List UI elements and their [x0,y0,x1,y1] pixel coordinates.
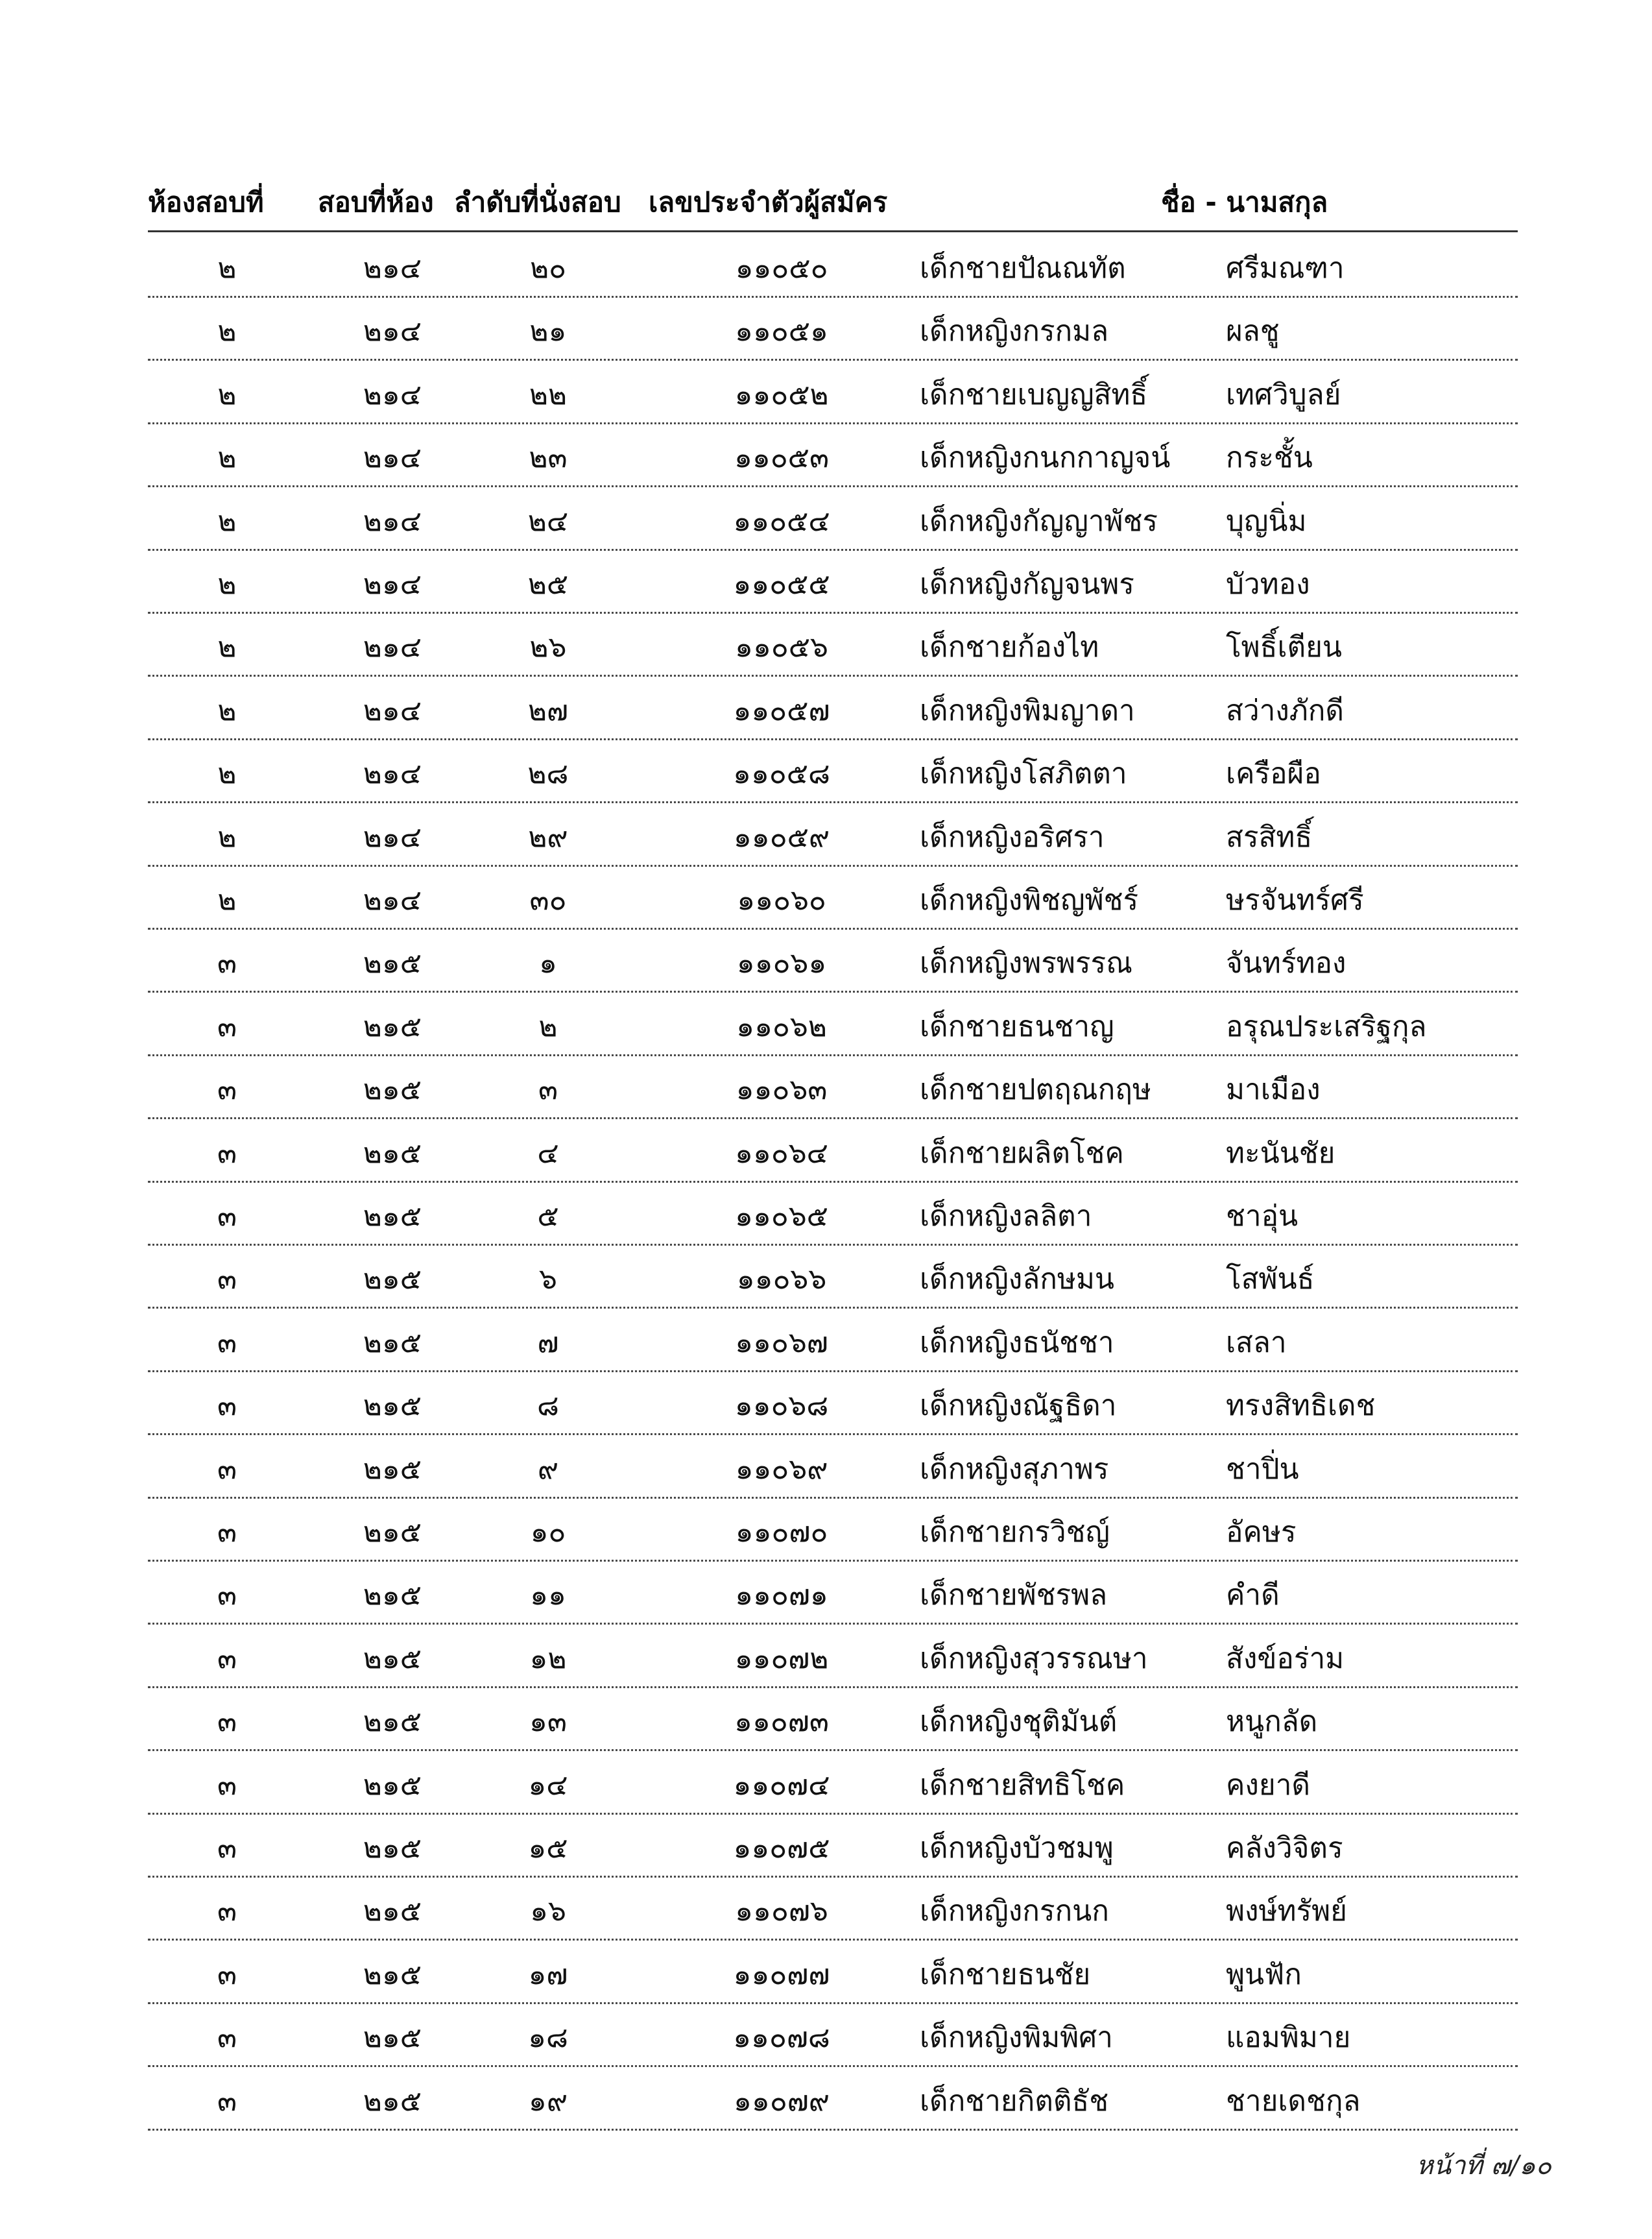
cell-applicant-id: ๑๑๐๗๘ [733,2021,830,2054]
cell-exam-room: ๒๑๕ [363,1073,422,1106]
cell-first-name: เด็กหญิงสุวรรณษา [920,1642,1148,1675]
page-number: หน้าที่ ๗/๑๐ [1416,2151,1551,2181]
cell-seat-number: ๘ [537,1389,559,1422]
cell-seat-number: ๒๐ [530,252,566,285]
cell-surname: คลังวิจิตร [1226,1832,1343,1865]
cell-first-name: เด็กหญิงพิมพิศา [920,2021,1113,2054]
row-dotted-line [148,359,1518,361]
cell-room: ๒ [217,821,237,854]
row-dotted-line [148,991,1518,993]
row-dotted-line [148,1307,1518,1309]
cell-room: ๓ [217,2021,237,2054]
cell-surname: สว่างภักดี [1226,694,1344,727]
cell-first-name: เด็กชายธนชัย [920,1958,1091,1991]
table-row [0,361,1652,424]
cell-first-name: เด็กหญิงกรกนก [920,1894,1109,1928]
cell-seat-number: ๒๗ [527,694,569,727]
cell-applicant-id: ๑๑๐๗๓ [734,1705,829,1738]
cell-applicant-id: ๑๑๐๕๔ [733,505,830,538]
cell-surname: เสลา [1226,1326,1287,1359]
cell-room: ๓ [217,1137,237,1170]
cell-room: ๓ [217,1579,237,1612]
cell-exam-room: ๒๑๔ [363,821,422,854]
cell-room: ๓ [217,1894,237,1928]
cell-first-name: เด็กหญิงบัวชมพู [920,1832,1114,1865]
table-row [0,993,1652,1056]
cell-room: ๓ [217,2085,237,2118]
cell-surname: ษรจันทร์ศรี [1226,884,1364,917]
cell-first-name: เด็กชายธนชาญ [920,1010,1114,1043]
table-row [0,424,1652,487]
cell-first-name: เด็กหญิงชุติมันต์ [920,1705,1118,1738]
cell-applicant-id: ๑๑๐๕๐ [735,252,828,285]
header-exam-room: สอบที่ห้อง [318,186,434,218]
cell-room: ๓ [217,1010,237,1043]
table-row [0,930,1652,993]
table-row [0,1183,1652,1246]
cell-exam-room: ๒๑๕ [363,1263,422,1296]
cell-surname: ชาปิ่น [1226,1453,1299,1486]
cell-room: ๓ [217,1832,237,1865]
cell-first-name: เด็กชายกิตติธัช [920,2085,1109,2118]
cell-seat-number: ๑๓ [529,1705,567,1738]
cell-applicant-id: ๑๑๐๖๓ [736,1073,828,1106]
cell-first-name: เด็กชายพัชรพล [920,1579,1108,1612]
cell-seat-number: ๔ [537,1137,559,1170]
cell-room: ๓ [217,1200,237,1233]
cell-first-name: เด็กหญิงธนัชชา [920,1326,1114,1359]
cell-room: ๓ [217,1326,237,1359]
table-row [0,1372,1652,1435]
cell-first-name: เด็กหญิงลักษมน [920,1263,1114,1296]
cell-seat-number: ๒๒ [529,378,567,411]
cell-seat-number: ๑๙ [528,2085,568,2118]
cell-room: ๒ [217,378,237,411]
cell-applicant-id: ๑๑๐๗๕ [733,1832,830,1865]
row-dotted-line [148,1117,1518,1119]
cell-applicant-id: ๑๑๐๕๗ [733,694,830,727]
cell-applicant-id: ๑๑๐๖๖ [736,1263,827,1296]
cell-exam-room: ๒๑๔ [363,757,422,790]
cell-exam-room: ๒๑๔ [363,441,422,474]
cell-applicant-id: ๑๑๐๖๐ [737,884,826,917]
cell-room: ๓ [217,1516,237,1549]
cell-room: ๓ [217,1073,237,1106]
cell-first-name: เด็กหญิงกนกกาญจน์ [920,441,1171,474]
row-dotted-line [148,1623,1518,1625]
cell-seat-number: ๒๘ [527,757,569,790]
cell-room: ๓ [217,1453,237,1486]
cell-seat-number: ๒๙ [528,821,568,854]
cell-surname: เครือผือ [1226,757,1321,790]
cell-first-name: เด็กหญิงโสภิตตา [920,757,1127,790]
table-row [0,298,1652,361]
table-row [0,1499,1652,1562]
cell-first-name: เด็กชายสิทธิโชค [920,1769,1125,1802]
cell-applicant-id: ๑๑๐๕๖ [735,631,828,664]
cell-exam-room: ๒๑๔ [363,378,422,411]
cell-exam-room: ๒๑๕ [363,2085,422,2118]
cell-exam-room: ๒๑๕ [363,1642,422,1675]
table-row [0,1815,1652,1878]
cell-applicant-id: ๑๑๐๖๕ [735,1200,828,1233]
cell-surname: คงยาดี [1226,1769,1310,1802]
cell-room: ๓ [217,1389,237,1422]
table-row [0,1562,1652,1625]
cell-first-name: เด็กชายกรวิชญ์ [920,1516,1110,1549]
cell-exam-room: ๒๑๕ [363,1137,422,1170]
cell-surname: อัคษร [1226,1516,1297,1549]
cell-surname: อรุณประเสริฐกุล [1226,1010,1427,1043]
table-row [0,1246,1652,1309]
cell-applicant-id: ๑๑๐๕๓ [734,441,830,474]
table-row [0,740,1652,803]
cell-first-name: เด็กชายก้องไท [920,631,1099,664]
cell-applicant-id: ๑๑๐๗๒ [734,1642,829,1675]
header-fullname: ชื่อ - นามสกุล [1161,186,1328,218]
cell-exam-room: ๒๑๕ [363,1010,422,1043]
cell-seat-number: ๑๔ [528,1769,568,1802]
cell-seat-number: ๙ [537,1453,559,1486]
cell-seat-number: ๒ [538,1010,558,1043]
cell-applicant-id: ๑๑๐๕๘ [733,757,830,790]
row-dotted-line [148,675,1518,677]
row-dotted-line [148,1939,1518,1941]
cell-surname: พงษ์ทรัพย์ [1226,1894,1347,1928]
cell-first-name: เด็กหญิงกัญจนพร [920,568,1134,601]
cell-seat-number: ๒๓ [529,441,568,474]
cell-room: ๓ [217,1705,237,1738]
cell-exam-room: ๒๑๕ [363,1453,422,1486]
cell-exam-room: ๒๑๕ [363,1894,422,1928]
cell-surname: แอมพิมาย [1226,2021,1351,2054]
cell-applicant-id: ๑๑๐๖๘ [734,1389,829,1422]
cell-first-name: เด็กหญิงพิชญพัชร์ [920,884,1139,917]
cell-seat-number: ๕ [537,1200,559,1233]
cell-applicant-id: ๑๑๐๖๔ [735,1137,828,1170]
cell-first-name: เด็กหญิงพิมญาดา [920,694,1135,727]
cell-room: ๓ [217,1642,237,1675]
cell-exam-room: ๒๑๕ [363,1958,422,1991]
cell-exam-room: ๒๑๕ [363,1326,422,1359]
cell-room: ๒ [217,694,237,727]
header-seat-number: ลำดับที่นั่งสอบ [454,186,621,218]
cell-first-name: เด็กหญิงพรพรรณ [920,947,1132,980]
table-row [0,235,1652,298]
header-underline [148,230,1518,232]
cell-exam-room: ๒๑๕ [363,2021,422,2054]
cell-first-name: เด็กหญิงอริศรา [920,821,1105,854]
cell-seat-number: ๑๖ [530,1894,566,1928]
cell-seat-number: ๑๕ [528,1832,568,1865]
cell-room: ๓ [217,1958,237,1991]
cell-exam-room: ๒๑๔ [363,568,422,601]
cell-applicant-id: ๑๑๐๖๒ [736,1010,827,1043]
cell-applicant-id: ๑๑๐๕๑ [735,315,828,348]
table-row [0,1056,1652,1119]
cell-room: ๒ [217,505,237,538]
table-row [0,1120,1652,1183]
cell-surname: บุญนิ่ม [1226,505,1307,538]
cell-surname: ศรีมณฑา [1226,252,1345,285]
cell-seat-number: ๓๐ [529,884,567,917]
cell-surname: สังข์อร่าม [1226,1642,1345,1675]
table-row [0,551,1652,614]
cell-seat-number: ๒๑ [529,315,567,348]
cell-applicant-id: ๑๑๐๕๕ [733,568,830,601]
cell-seat-number: ๒๖ [529,631,567,664]
cell-first-name: เด็กหญิงสุภาพร [920,1453,1109,1486]
table-row [0,1309,1652,1372]
cell-room: ๒ [217,631,237,664]
cell-room: ๒ [217,757,237,790]
cell-exam-room: ๒๑๕ [363,947,422,980]
cell-room: ๒ [217,568,237,601]
cell-exam-room: ๒๑๕ [363,1579,422,1612]
cell-exam-room: ๒๑๕ [363,1705,422,1738]
cell-surname: กระชั้น [1226,441,1313,474]
cell-applicant-id: ๑๑๐๗๖ [735,1894,828,1928]
cell-exam-room: ๒๑๕ [363,1389,422,1422]
table-row [0,488,1652,551]
header-applicant-id: เลขประจำตัวผู้สมัคร [649,186,888,218]
cell-surname: เทศวิบูลย์ [1226,378,1341,411]
cell-seat-number: ๑๐ [530,1516,566,1549]
cell-applicant-id: ๑๑๐๕๒ [734,378,829,411]
row-dotted-line [148,1433,1518,1435]
cell-exam-room: ๒๑๔ [363,315,422,348]
cell-applicant-id: ๑๑๐๗๐ [735,1516,828,1549]
cell-room: ๒ [217,884,237,917]
cell-room: ๒ [217,441,237,474]
cell-first-name: เด็กชายเบญญสิทธิ์ [920,378,1148,411]
cell-exam-room: ๒๑๔ [363,631,422,664]
cell-exam-room: ๒๑๕ [363,1200,422,1233]
cell-exam-room: ๒๑๕ [363,1516,422,1549]
cell-first-name: เด็กชายผลิตโชค [920,1137,1124,1170]
cell-exam-room: ๒๑๔ [363,694,422,727]
cell-applicant-id: ๑๑๐๗๙ [733,2085,830,2118]
cell-surname: ผลชู [1226,315,1280,348]
table-row [0,867,1652,930]
row-dotted-line [148,801,1518,803]
cell-exam-room: ๒๑๔ [363,252,422,285]
cell-surname: ชาอุ่น [1226,1200,1299,1233]
table-row [0,614,1652,677]
table-row [0,1941,1652,2004]
cell-applicant-id: ๑๑๐๖๗ [735,1326,828,1359]
table-row [0,677,1652,740]
cell-first-name: เด็กหญิงกัญญาพัชร [920,505,1158,538]
cell-applicant-id: ๑๑๐๖๙ [735,1453,828,1486]
cell-seat-number: ๒๔ [527,505,569,538]
cell-first-name: เด็กชายปัณณทัต [920,252,1126,285]
cell-exam-room: ๒๑๔ [363,884,422,917]
table-row [0,2004,1652,2067]
cell-first-name: เด็กหญิงกรกมล [920,315,1109,348]
row-dotted-line [148,485,1518,487]
cell-seat-number: ๑๗ [528,1958,568,1991]
table-row [0,2068,1652,2131]
table-row [0,1752,1652,1815]
cell-surname: หนูกลัด [1226,1705,1318,1738]
cell-room: ๓ [217,947,237,980]
cell-seat-number: ๑๑ [530,1579,566,1612]
cell-room: ๒ [217,315,237,348]
cell-exam-room: ๒๑๕ [363,1832,422,1865]
table-row [0,1625,1652,1688]
cell-surname: โสพันธ์ [1226,1263,1315,1296]
cell-applicant-id: ๑๑๐๖๑ [736,947,827,980]
table-row [0,804,1652,867]
table-row [0,1688,1652,1751]
row-dotted-line [148,1749,1518,1751]
cell-surname: สรสิทธิ์ [1226,821,1313,854]
cell-exam-room: ๒๑๔ [363,505,422,538]
cell-surname: ชายเดชกุล [1226,2085,1361,2118]
cell-surname: ทรงสิทธิเดช [1226,1389,1376,1422]
cell-surname: มาเมือง [1226,1073,1321,1106]
cell-seat-number: ๑๘ [528,2021,568,2054]
cell-first-name: เด็กหญิงณัฐธิดา [920,1389,1117,1422]
cell-room: ๓ [217,1263,237,1296]
cell-surname: โพธิ์เตียน [1226,631,1342,664]
header-room: ห้องสอบที่ [148,186,264,218]
cell-surname: บัวทอง [1226,568,1310,601]
cell-applicant-id: ๑๑๐๗๑ [735,1579,828,1612]
cell-room: ๓ [217,1769,237,1802]
cell-first-name: เด็กหญิงลลิตา [920,1200,1092,1233]
cell-exam-room: ๒๑๕ [363,1769,422,1802]
cell-surname: คำดี [1226,1579,1280,1612]
cell-surname: ทะนันชัย [1226,1137,1335,1170]
cell-seat-number: ๓ [538,1073,558,1106]
cell-first-name: เด็กชายปตฤณกฤษ [920,1073,1151,1106]
table-row [0,1878,1652,1941]
cell-applicant-id: ๑๑๐๗๔ [733,1769,830,1802]
row-dotted-line [148,2129,1518,2131]
cell-seat-number: ๗ [537,1326,559,1359]
cell-seat-number: ๖ [539,1263,557,1296]
cell-seat-number: ๒๕ [527,568,569,601]
cell-surname: จันทร์ทอง [1226,947,1347,980]
cell-applicant-id: ๑๑๐๗๗ [733,1958,830,1991]
cell-surname: พูนฟัก [1226,1958,1302,1991]
table-row [0,1436,1652,1499]
cell-room: ๒ [217,252,237,285]
row-dotted-line [148,2065,1518,2067]
cell-seat-number: ๑๒ [529,1642,567,1675]
cell-seat-number: ๑ [539,947,557,980]
cell-applicant-id: ๑๑๐๕๙ [733,821,830,854]
